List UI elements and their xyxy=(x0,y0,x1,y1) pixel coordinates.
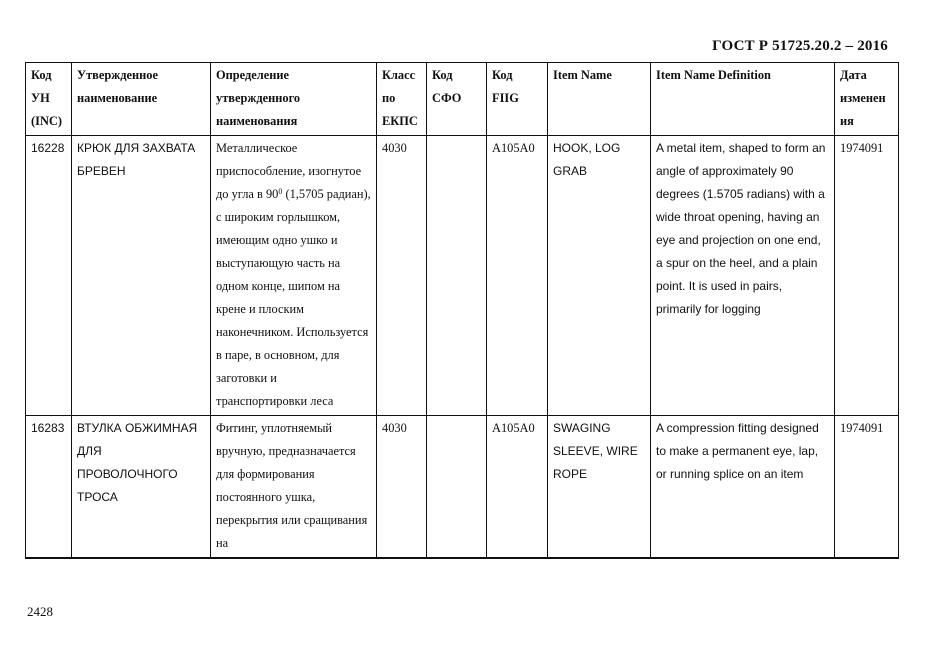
degree-superscript: 0 xyxy=(278,187,283,196)
cell-item-name: HOOK, LOG GRAB xyxy=(548,136,651,416)
col-header-definition: Определение утвержденного наименования xyxy=(211,63,377,136)
cell-change-date: 1974091 xyxy=(835,416,899,559)
cell-inc: 16228 xyxy=(26,136,72,416)
table-row xyxy=(26,136,899,416)
col-header-item-name-definition: Item Name Definition xyxy=(651,63,835,136)
table-header-row xyxy=(26,63,899,136)
cell-sfo xyxy=(427,416,487,559)
cell-item-name-definition: A metal item, shaped to form an angle of approximately 90 degrees (1.5705 radians) with a wide throat opening, having an eye and projection on one end, a spur on the heel, and a plain point. It is used in pairs, primarily for logging xyxy=(651,136,835,416)
page-number: 2428 xyxy=(27,604,53,619)
cell-class: 4030 xyxy=(377,136,427,416)
col-header-item-name: Item Name xyxy=(548,63,651,136)
cell-class: 4030 xyxy=(377,416,427,559)
inc-table xyxy=(25,62,899,559)
cell-item-name-definition: A compression fitting designed to make a permanent eye, lap, or running splice on an item xyxy=(651,416,835,559)
definition-text-start: Металлическое приспособление, изогнутое до угла в 90 xyxy=(216,141,362,201)
cell-item-name: SWAGING SLEEVE, WIRE ROPE xyxy=(548,416,651,559)
col-header-class: Класс по ЕКПС xyxy=(377,63,427,136)
cell-fiig: A105A0 xyxy=(487,416,548,559)
col-header-change-date: Дата изменен ия xyxy=(835,63,899,136)
cell-approved-name: КРЮК ДЛЯ ЗАХВАТА БРЕВЕН xyxy=(72,136,211,416)
table-row xyxy=(26,416,899,559)
cell-definition: Фитинг, уплотняемый вручную, предназначается для формирования постоянного ушка, перекрытия или сращивания на xyxy=(211,416,377,559)
cell-sfo xyxy=(427,136,487,416)
definition-text-end: (1,5705 радиан), с широким горлышком, имеющим одно ушко и выступающую часть на одном конце, шипом на крене и плоским наконечником. Используется в паре, в основном, для заготовки и транспортировки леса xyxy=(216,187,371,408)
col-header-sfo: Код СФО xyxy=(427,63,487,136)
col-header-inc: Код УН (INC) xyxy=(26,63,72,136)
document-standard-title: ГОСТ Р 51725.20.2 – 2016 xyxy=(712,38,888,54)
cell-inc: 16283 xyxy=(26,416,72,559)
cell-definition xyxy=(211,136,377,416)
cell-approved-name: ВТУЛКА ОБЖИМНАЯ ДЛЯ ПРОВОЛОЧНОГО ТРОСА xyxy=(72,416,211,559)
col-header-fiig: Код FIIG xyxy=(487,63,548,136)
cell-change-date: 1974091 xyxy=(835,136,899,416)
col-header-approved-name: Утвержденное наименование xyxy=(72,63,211,136)
cell-fiig: A105A0 xyxy=(487,136,548,416)
